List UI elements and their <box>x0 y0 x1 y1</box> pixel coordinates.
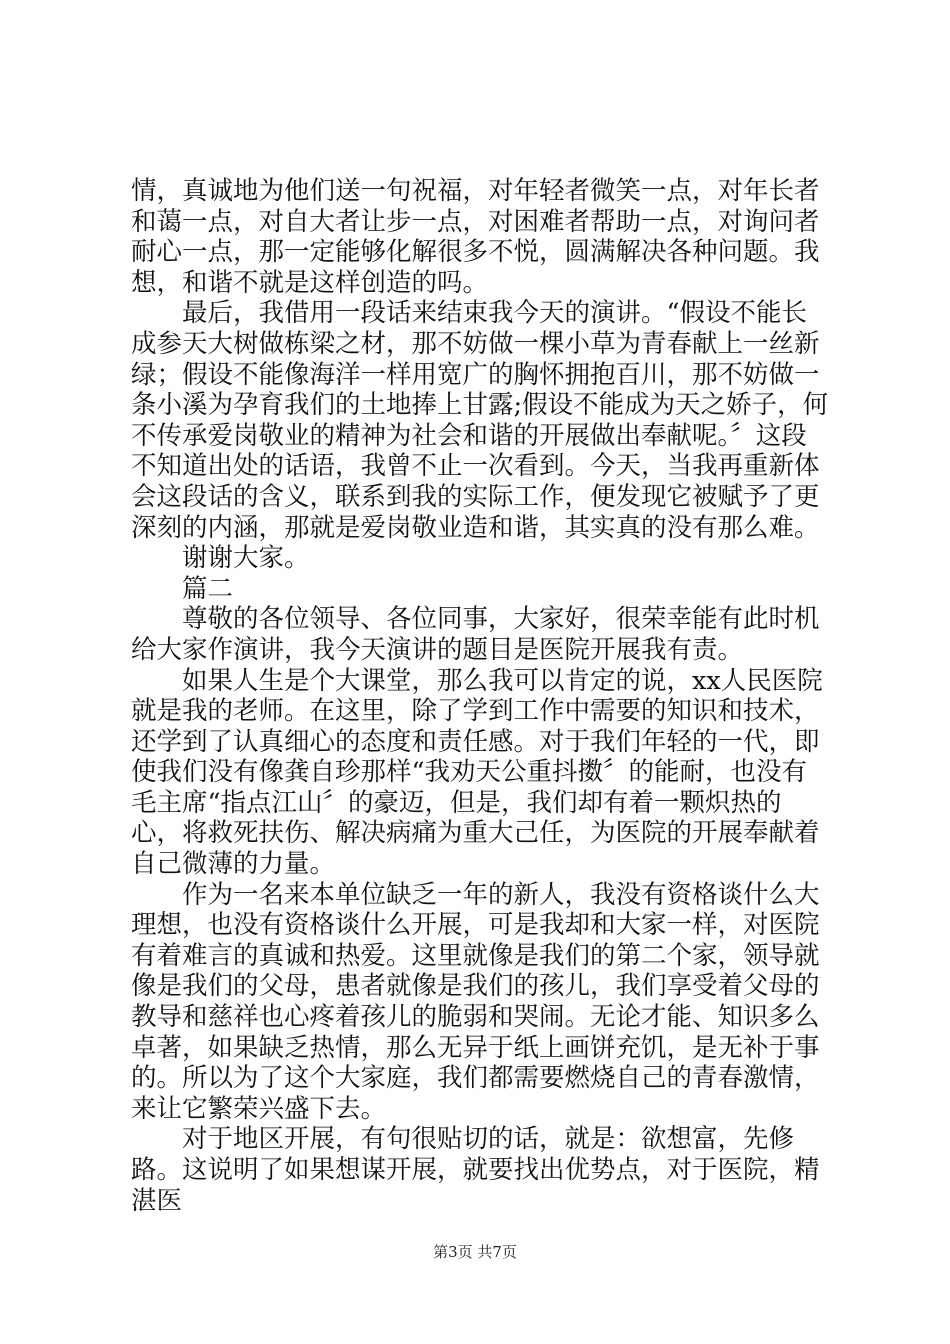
paragraph-closing-quote: 最后，我借用一段话来结束我今天的演讲。“假设不能长成参天大树做栋梁之材，那不妨做一棵小草为青春献上一丝新绿；假设不能像海洋一样用宽广的胸怀拥抱百川，那不妨做一条小溪为孕育我们的土地捧上甘露;假设不能成为天之娇子，何不传承爱岗敬业的精神为社会和谐的开展做出奉献呢。〞这段不知道出处的话语，我曾不止一次看到。今天，当我再重新体会这段话的含义，联系到我的实际工作，便发现它被赋予了更深刻的内涵，那就是爱岗敬业造和谐，其实真的没有那么难。 <box>131 298 829 543</box>
page-footer: 第3页 共7页 <box>433 1243 517 1261</box>
paragraph-classroom: 如果人生是个大课堂，那么我可以肯定的说，xx人民医院就是我的老师。在这里，除了学到工作中需要的知识和技术，还学到了认真细心的态度和责任感。对于我们年轻的一代，即使我们没有像龚自珍那样“我劝天公重抖擞〞的能耐，也没有毛主席“指点江山〞的豪迈，但是，我们却有着一颗炽热的心，将救死扶伤、解决病痛为重大己任，为医院的开展奉献着自己微薄的力量。 <box>131 665 823 880</box>
paragraph-continuation: 情，真诚地为他们送一句祝福，对年轻者微笑一点，对年长者和蔼一点，对自大者让步一点，对困难者帮助一点，对询问者耐心一点，那一定能够化解很多不悦，圆满解决各种问题。我想，和谐不就是这样创造的吗。 <box>131 176 820 298</box>
document-body <box>131 176 831 1216</box>
paragraph-thanks: 谢谢大家。 <box>182 543 310 574</box>
paragraph-newcomer: 作为一名来本单位缺乏一年的新人，我没有资格谈什么大理想，也没有资格谈什么开展，可是我却和大家一样，对医院有着难言的真诚和热爱。这里就像是我们的第二个家，领导就像是我们的父母，患者就像是我们的孩儿，我们享受着父母的教导和慈祥也心疼着孩儿的脆弱和哭闹。无论才能、知识多么卓著，如果缺乏热情，那么无异于纸上画饼充饥，是无补于事的。所以为了这个大家庭，我们都需要燃烧自己的青春激情，来让它繁荣兴盛下去。 <box>131 879 820 1124</box>
paragraph-greeting: 尊敬的各位领导、各位同事，大家好，很荣幸能有此时机给大家作演讲，我今天演讲的题目是医院开展我有责。 <box>131 604 820 665</box>
paragraph-development: 对于地区开展，有句很贴切的话，就是：欲想富，先修路。这说明了如果想谋开展，就要找出优势点，对于医院，精湛医 <box>131 1124 820 1216</box>
section-heading: 篇二 <box>182 573 234 604</box>
